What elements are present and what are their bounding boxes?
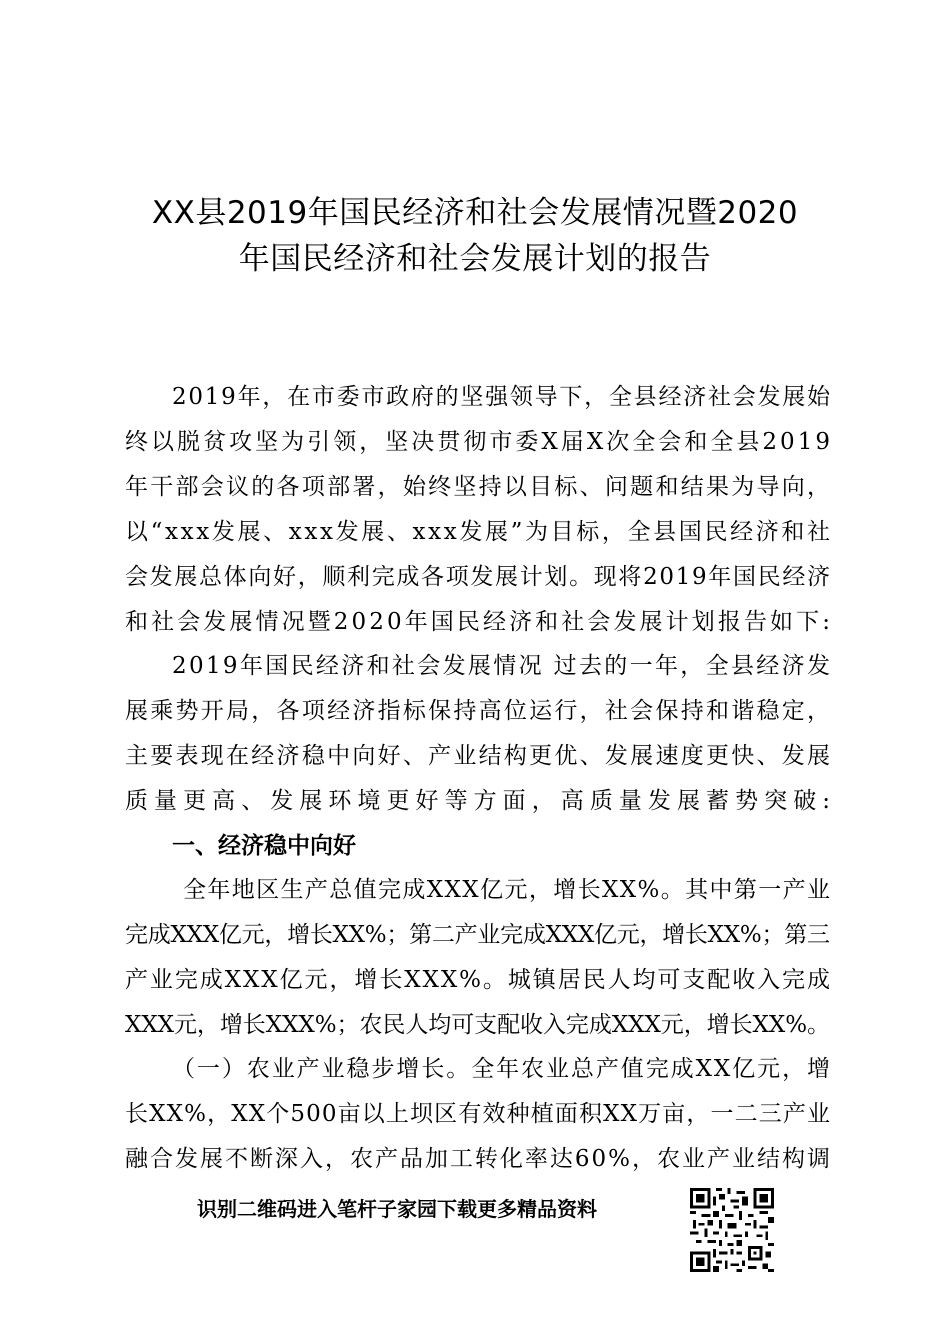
paragraph-line: 会发展总体向好，顺利完成各项发展计划。现将2019年国民经济 (125, 564, 832, 590)
section-heading: 一、经济稳中向好 (172, 833, 356, 859)
paragraph-line: 2019年国民经济和社会发展情况 过去的一年，全县经济发 (172, 653, 833, 679)
title-line-2: 年国民经济和社会发展计划的报告 (238, 241, 712, 277)
qr-code-icon (690, 1188, 774, 1272)
paragraph-line: 主要表现在经济稳中向好、产业结构更优、发展速度更快、发展 (125, 743, 833, 769)
title-line-1: XX县2019年国民经济和社会发展情况暨2020 (151, 195, 799, 231)
paragraph-intro (125, 375, 834, 645)
paragraph-overview (125, 644, 837, 824)
paragraph-economy (125, 868, 830, 1048)
paragraph-line: 和社会发展情况暨2020年国民经济和社会发展计划报告如下: (125, 609, 834, 635)
paragraph-line: 年干部会议的各项部署，始终坚持以目标、问题和结果为导向， (125, 474, 833, 500)
paragraph-line: 展乘势开局，各项经济指标保持高位运行，社会保持和谐稳定， (125, 698, 833, 724)
paragraph-line: 终以脱贫攻坚为引领，坚决贯彻市委X届X次全会和全县2019 (125, 429, 834, 455)
paragraph-line: 全年地区生产总值完成XXX亿元，增长XX%。其中第一产业 (183, 877, 832, 903)
paragraph-line: （一）农业产业稳步增长。全年农业总产值完成XX亿元，增 (172, 1056, 832, 1082)
footer-promo-text: 识别二维码进入笔杆子家园下载更多精品资料 (197, 1197, 597, 1221)
paragraph-line: 以“xxx发展、xxx发展、xxx发展”为目标，全县国民经济和社 (125, 519, 833, 545)
paragraph-line: XXX元，增长XXX%；农民人均可支配收入完成XXX元，增长XX%。 (125, 1012, 830, 1038)
paragraph-line: 长XX%，XX个500亩以上坝区有效种植面积XX万亩，一二三产业 (125, 1101, 832, 1127)
paragraph-line: 2019年，在市委市政府的坚强领导下，全县经济社会发展始 (172, 384, 832, 410)
paragraph-line: 融合发展不断深入，农产品加工转化率达60%，农业产业结构调 (125, 1146, 832, 1172)
paragraph-agriculture (125, 1047, 830, 1182)
paragraph-line: 产业完成XXX亿元，增长XXX%。城镇居民人均可支配收入完成 (125, 967, 832, 993)
document-title (0, 190, 950, 282)
paragraph-line: 完成XXX亿元，增长XX%；第二产业完成XXX亿元，增长XX%；第三 (125, 922, 830, 948)
paragraph-line: 质量更高、发展环境更好等方面，高质量发展蓄势突破: (125, 788, 837, 814)
